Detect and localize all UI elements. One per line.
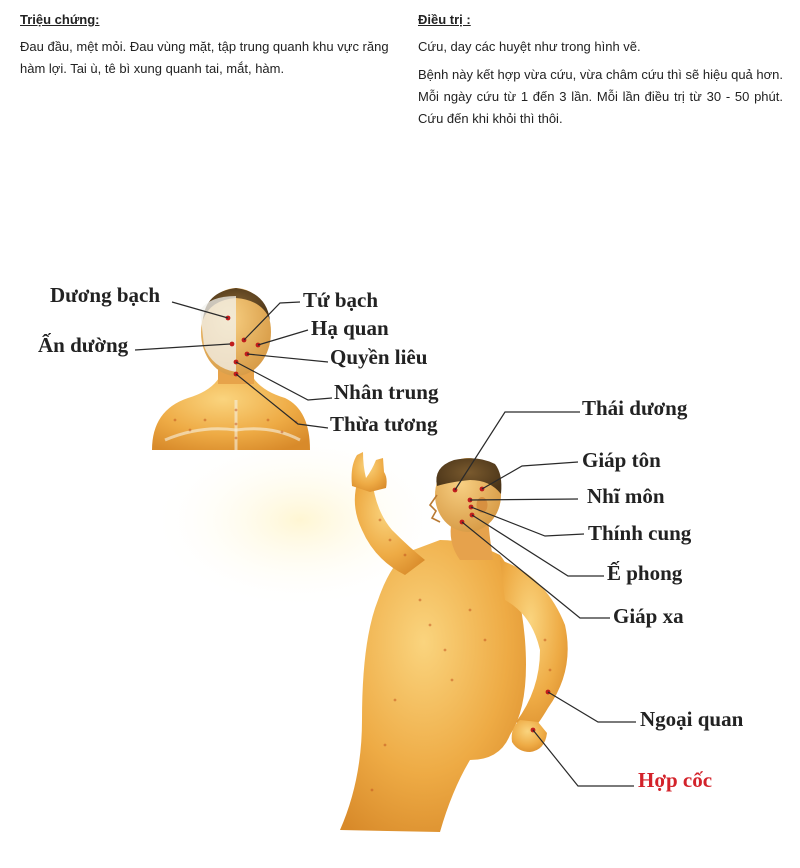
label-nhan-trung: Nhân trung	[334, 380, 439, 404]
front-figure	[152, 288, 310, 450]
label-duong-bach: Dương bạch	[50, 283, 161, 307]
label-e-phong: Ế phong	[607, 561, 683, 585]
label-thinh-cung: Thính cung	[588, 521, 692, 545]
symptoms-title: Triệu chứng:	[20, 12, 100, 27]
label-an-duong: Ấn dường	[38, 333, 129, 357]
front-skull-overlay	[200, 296, 236, 372]
label-ngoai-quan: Ngoại quan	[640, 707, 744, 731]
label-quyen-lieu: Quyền liêu	[330, 345, 428, 369]
side-lowered-hand	[512, 720, 547, 752]
leader-hop-coc	[533, 730, 634, 786]
label-giap-ton: Giáp tôn	[582, 448, 661, 472]
label-thua-tuong: Thừa tương	[330, 412, 438, 436]
treatment-title: Điều trị :	[418, 12, 471, 27]
treatment-line-2: Bệnh này kết hợp vừa cứu, vừa châm cứu thì sẽ hiệu quả hơn. Mỗi ngày cứu từ 1 đến 3 lần. Mỗi lần điều trị từ 30 - 50 phút. Cứu đến khi khỏi thì thôi.	[418, 67, 783, 126]
label-tu-bach: Tứ bạch	[303, 288, 379, 312]
label-giap-xa: Giáp xa	[613, 604, 684, 628]
label-thai-duong: Thái dương	[582, 396, 688, 420]
label-nhi-mon: Nhĩ môn	[587, 484, 665, 508]
label-hop-coc: Hợp cốc	[638, 768, 713, 792]
treatment-line-1: Cứu, day các huyệt như trong hình vẽ.	[418, 39, 641, 54]
symptoms-text: Đau đầu, mệt mỏi. Đau vùng mặt, tập trung quanh khu vực răng hàm lợi. Tai ù, tê bì xung quanh tai, mắt, hàm.	[20, 39, 389, 76]
acupoint-an-duong	[230, 342, 235, 347]
side-figure	[340, 452, 568, 832]
leader-ngoai-quan	[548, 692, 636, 722]
label-ha-quan: Hạ quan	[311, 316, 389, 340]
